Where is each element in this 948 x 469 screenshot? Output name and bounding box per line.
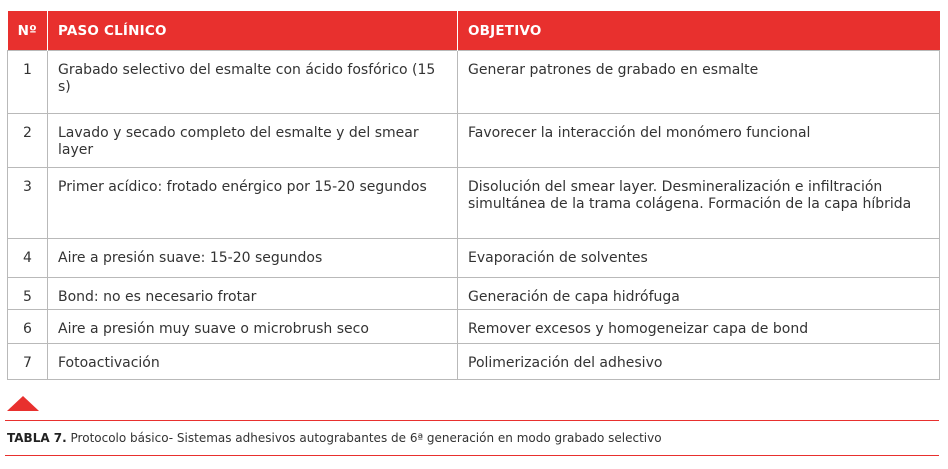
row-paso: Bond: no es necesario frotar (48, 278, 458, 310)
row-objetivo: Polimerización del adhesivo (458, 344, 940, 380)
row-number: 1 (8, 51, 48, 114)
row-number: 5 (8, 278, 48, 310)
header-objetivo: OBJETIVO (458, 11, 940, 51)
row-number: 3 (8, 168, 48, 239)
caption-divider-top (5, 420, 939, 421)
row-paso: Primer acídico: frotado enérgico por 15-20 segundos (48, 168, 458, 239)
row-paso: Aire a presión muy suave o microbrush seco (48, 310, 458, 344)
table-row (8, 51, 940, 114)
table-row (8, 114, 940, 168)
table-row (8, 310, 940, 344)
table-header-row (8, 11, 940, 51)
row-paso: Fotoactivación (48, 344, 458, 380)
row-paso: Grabado selectivo del esmalte con ácido fosfórico (15 s) (48, 51, 458, 114)
table-row (8, 344, 940, 380)
caption-triangle-icon (7, 396, 39, 411)
table-caption (7, 431, 662, 445)
row-objetivo: Disolución del smear layer. Desmineralización e infiltración simultánea de la trama colágena. Formación de la capa híbrida (458, 168, 940, 239)
caption-divider-bottom (5, 455, 939, 456)
header-num: Nº (8, 11, 48, 51)
row-objetivo: Remover excesos y homogeneizar capa de bond (458, 310, 940, 344)
table-row (8, 239, 940, 278)
header-paso-clinico: PASO CLÍNICO (48, 11, 458, 51)
caption-text: Protocolo básico- Sistemas adhesivos autograbantes de 6ª generación en modo grabado selectivo (66, 431, 662, 445)
table-row (8, 278, 940, 310)
row-objetivo: Generar patrones de grabado en esmalte (458, 51, 940, 114)
row-number: 6 (8, 310, 48, 344)
row-objetivo: Generación de capa hidrófuga (458, 278, 940, 310)
row-number: 7 (8, 344, 48, 380)
row-objetivo: Favorecer la interacción del monómero funcional (458, 114, 940, 168)
row-paso: Aire a presión suave: 15-20 segundos (48, 239, 458, 278)
row-number: 4 (8, 239, 48, 278)
row-number: 2 (8, 114, 48, 168)
caption-label: TABLA 7. (7, 431, 67, 445)
table-row (8, 168, 940, 239)
protocol-table (7, 11, 940, 380)
row-objetivo: Evaporación de solventes (458, 239, 940, 278)
row-paso: Lavado y secado completo del esmalte y del smear layer (48, 114, 458, 168)
